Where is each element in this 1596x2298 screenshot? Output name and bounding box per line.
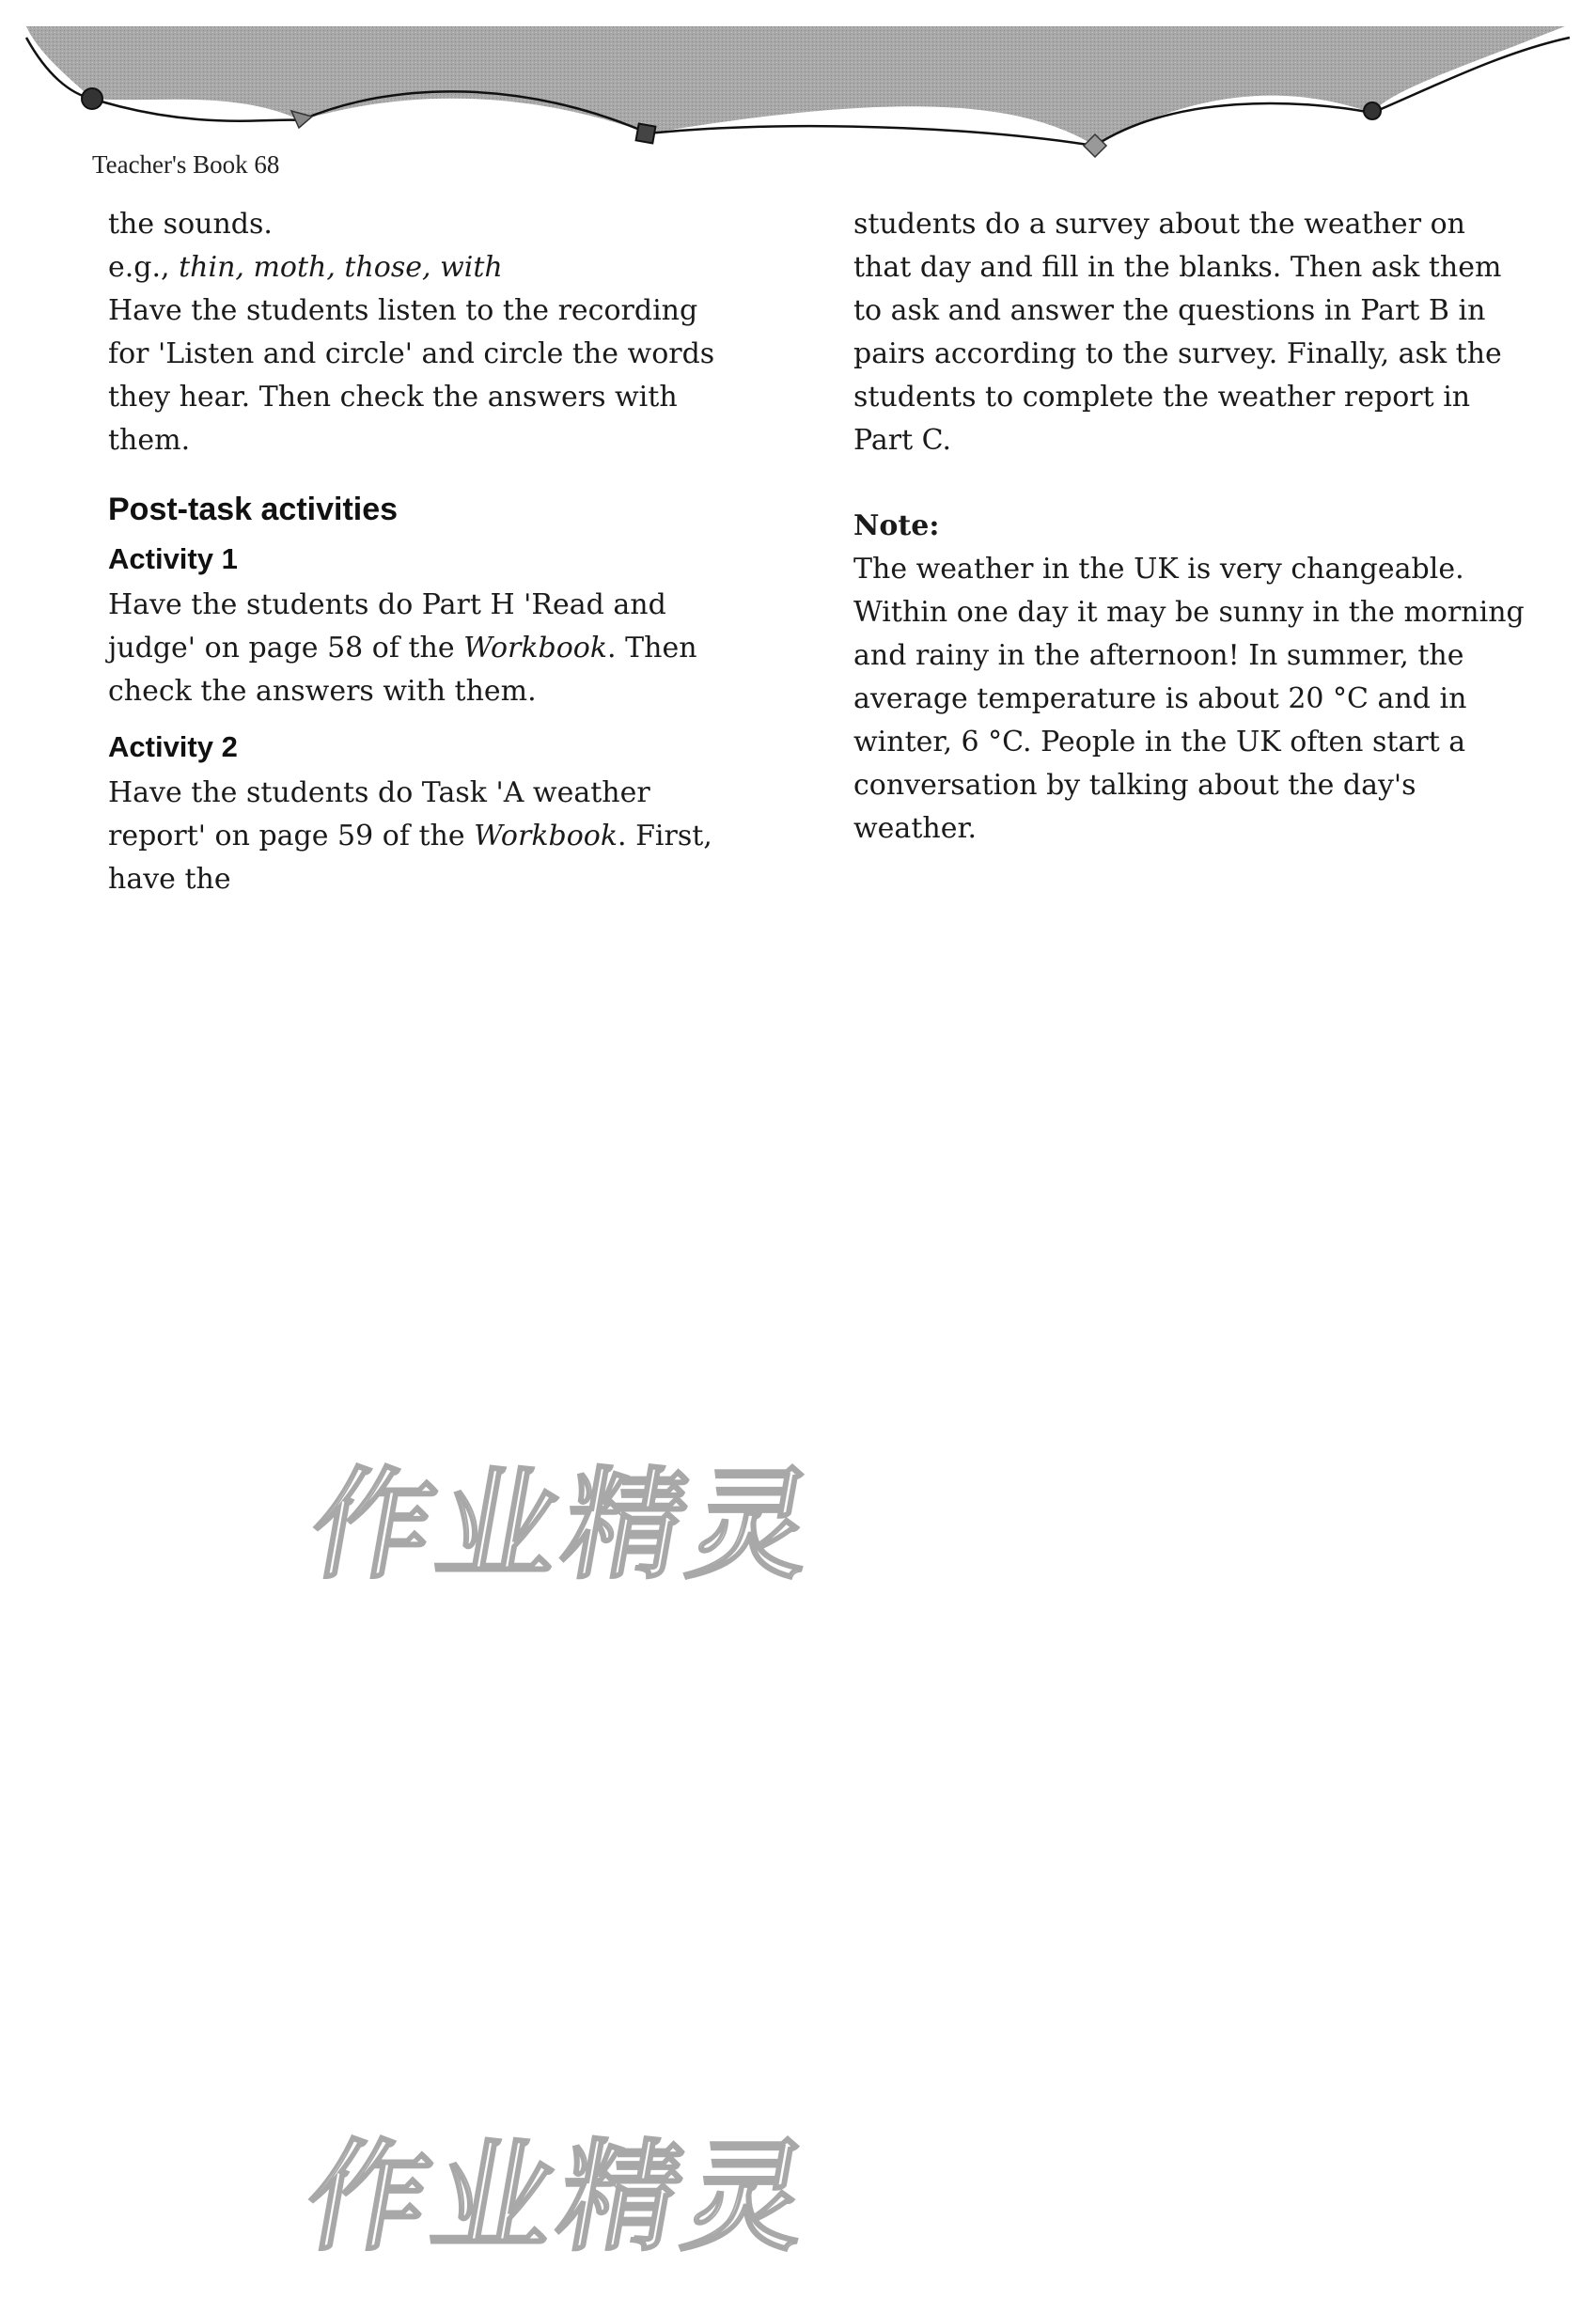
watermark-logo: 作业精灵 [300, 1456, 830, 1596]
workbook-title: Workbook [463, 632, 608, 664]
activity-2-heading: Activity 2 [108, 730, 238, 763]
survey-paragraph: students do a survey about the weather on that day and fill in the blanks. Then ask them to ask and answer the questions in Part B in pairs according to the survey. Finally, ask the students to complete the weather report in Part C. [853, 208, 1502, 457]
listen-paragraph: Have the students listen to the recording for 'Listen and circle' and circle the words they hear. Then check the answers with them. [108, 294, 715, 457]
header-banner [0, 0, 1596, 164]
banner-bead-square [636, 124, 656, 144]
example-prefix: e.g., [108, 251, 180, 284]
activity-1-text [108, 584, 728, 713]
note-text: The weather in the UK is very changeable. Within one day it may be sunny in the morning and rainy in the afternoon! In summer, the average temperature is about 20 °C and in winter, 6 °C. People in the UK often start a conversation by talking about the day's weather. [853, 553, 1525, 845]
activity-2-text-a: Have the students do Task 'A weather report' on page 59 of the [108, 776, 650, 852]
running-head: Teacher's Book 68 [92, 150, 280, 179]
activity-1-text-b: . Then check the answers with them. [108, 632, 697, 708]
activity-1-text-a: Have the students do Part H 'Read and judge' on page 58 of the [108, 588, 666, 664]
line-sounds: the sounds. [108, 208, 273, 241]
example-words: thin, moth, those, with [179, 251, 503, 284]
post-task-heading: Post-task activities [108, 492, 399, 527]
activity-2-text [108, 772, 728, 901]
banner-bead-left [82, 88, 102, 109]
note-label: Note: [853, 509, 940, 542]
workbook-title: Workbook [474, 820, 618, 852]
left-column [108, 203, 728, 901]
activity-1-heading: Activity 1 [108, 542, 238, 575]
example-line [108, 246, 728, 289]
banner-band [26, 26, 1565, 146]
right-column [853, 203, 1530, 851]
banner-bead-right [1364, 102, 1381, 119]
watermark-logo: 作业精灵 [295, 2128, 825, 2268]
activity-2-text-b: . First, have the [108, 820, 712, 896]
